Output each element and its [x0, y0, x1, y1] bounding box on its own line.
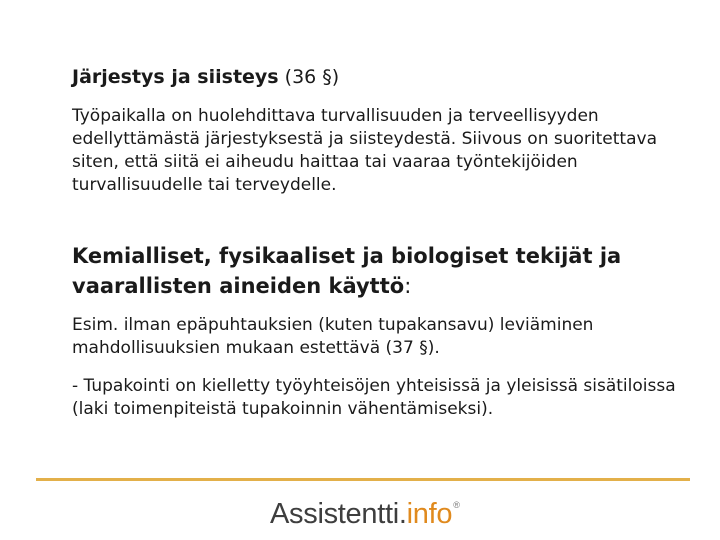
order-cleanliness-paragraph: Työpaikalla on huolehdittava turvallisuuden ja terveellisyyden edellyttämästä järjestyksestä ja siisteydestä. Siivous on suoritettava siten, että siitä ei aiheudu haittaa tai vaaraa työntekijöiden turvallisuudelle tai terveydelle. — [72, 106, 657, 195]
section-heading-hazardous-agents — [72, 241, 692, 301]
air-impurities-paragraph: Esim. ilman epäpuhtauksien (kuten tupakansavu) leviäminen mahdollisuuksien mukaan estettävä (37 §). — [72, 315, 594, 358]
section-heading-colon: : — [404, 274, 412, 298]
logo-name: Assistentti. — [270, 498, 407, 530]
section-heading-hazardous-text: Kemialliset, fysikaaliset ja biologiset tekijät ja vaarallisten aineiden käyttö — [72, 244, 622, 298]
section-heading-reference: (36 §) — [278, 66, 340, 88]
smoking-ban-paragraph: - Tupakointi on kielletty työyhteisöjen yhteisissä ja yleisissä sisätiloissa (laki toimenpiteistä tupakoinnin vähentämiseksi). — [72, 376, 676, 419]
registered-mark: ® — [453, 500, 460, 510]
footer-divider — [36, 478, 690, 481]
section-heading-order-cleanliness — [72, 64, 692, 90]
section-heading-bold: Järjestys ja siisteys — [72, 66, 279, 88]
assistentti-logo — [270, 487, 460, 530]
logo-tld: info — [406, 498, 453, 530]
